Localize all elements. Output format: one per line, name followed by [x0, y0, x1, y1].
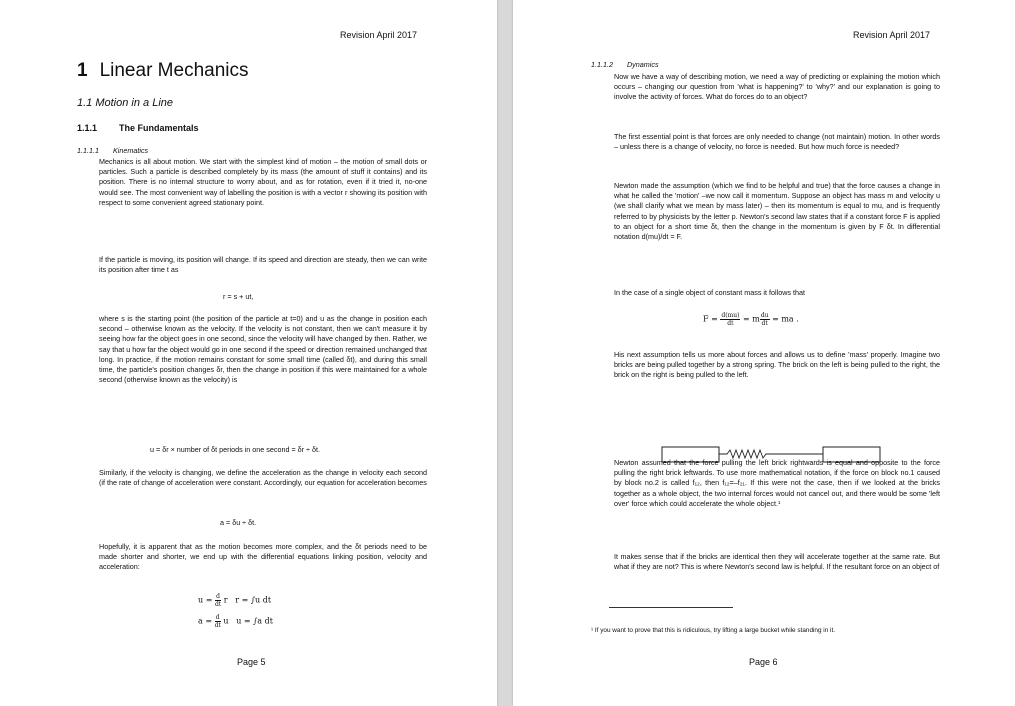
- paragraph: If the particle is moving, its position will change. If its speed and direction are steady, then we can write its position after time t as: [99, 255, 427, 275]
- equation: u = δr × number of δt periods in one second = δr ÷ δt.: [150, 445, 320, 454]
- differential-equation: u = $\frac{d}{dt}$ r r = ∫u dt: [198, 593, 272, 608]
- paragraph: It makes sense that if the bricks are identical then they will accelerate together at the same rate. But what if they are not? This is where Newton's second law is helpful. If the resultant force on an object of: [614, 552, 940, 572]
- page-header: Revision April 2017: [340, 30, 418, 40]
- page-number: Page 5: [237, 657, 266, 667]
- chapter-title: Linear Mechanics: [99, 60, 249, 81]
- paragraph: Newton assumed that the force pulling the left brick rightwards is equal and opposite to the force pulling the right brick leftwards. To use more mathematical notation, if the force on block no.1 caused by block no.2 is called f₁₂, then f₁₂=–f₂₁. If this were not the case, then if we looked at the bricks together as a whole object, the two internal forces would not cancel out, and there would be some 'left over' force which could accelerate the whole object.¹: [614, 458, 940, 508]
- subsubsection-number: 1.1.1.1: [77, 146, 99, 155]
- paragraph: where s is the starting point (the position of the particle at t=0) and u as the change in position each second – otherwise known as the velocity. If the velocity is not constant, then we can't measure it by seeing how far the object goes in one second, since the velocity will have changed by then. Rather, we say that u how far the object would go in one second if the speed or direction remained unchanged that long. In practice, if the motion remains constant for some small time (called δt), and during this small time, the particle's position changes δr, then the change in position if this were maintained for a whole second (otherwise known as the velocity) is: [99, 314, 427, 385]
- differential-equation: a = $\frac{d}{dt}$ u u = ∫a dt: [198, 614, 273, 629]
- left-page: [0, 0, 497, 706]
- subsubsection-title: Kinematics: [112, 146, 149, 155]
- spring: [719, 450, 823, 458]
- footnote: ¹ If you want to prove that this is ridiculous, try lifting a large bucket while standing in it.: [591, 627, 836, 634]
- subsubsection-heading: [77, 146, 148, 155]
- paragraph: In the case of a single object of constant mass it follows that: [614, 288, 805, 297]
- section-heading: 1.1 Motion in a Line: [77, 97, 174, 109]
- chapter-heading: [77, 60, 249, 82]
- subsection-title: The Fundamentals: [119, 123, 199, 133]
- subsubsection-number: 1.1.1.2: [591, 60, 613, 69]
- equation: a = δu ÷ δt.: [220, 518, 257, 527]
- newton-equation: F = $\frac{d(mu)}{dt}$ = m $\frac{du}{dt}$ = ma .: [703, 312, 799, 327]
- subsection-number: 1.1.1: [77, 123, 98, 133]
- footnote-separator: [609, 607, 733, 608]
- equation: r = s + ut,: [223, 292, 254, 301]
- paragraph: Newton made the assumption (which we find to be helpful and true) that the force causes a change in what he called the 'motion' –we now call it momentum. Suppose an object has mass m and velocity u (we shall clarify what we mean by mass later) – then its momentum is equal to mu, and is frequently referred to by physicists by the letter p. Newton's second law states that if a constant force F is applied to an object for a short time δt, then the change in the momentum is given by F δt. In differential notation d(mu)/dt = F.: [614, 181, 940, 242]
- paragraph: Now we have a way of describing motion, we need a way of predicting or explaining the motion which occurs – changing our question from 'what is happening?' to 'why?' and our explanation is going to involve the activity of forces. What do forces do to an object?: [614, 72, 940, 102]
- subsubsection-heading: [591, 60, 659, 69]
- paragraph: Hopefully, it is apparent that as the motion becomes more complex, and the δt periods need to be made shorter and shorter, we end up with the differential equations linking position, velocity and acceleration:: [99, 542, 427, 572]
- paragraph: Similarly, if the velocity is changing, we define the acceleration as the change in velocity each second (if the rate of change of acceleration were constant. Accordingly, our equation for acceleration becomes: [99, 468, 427, 488]
- right-page: [513, 0, 1015, 706]
- paragraph: The first essential point is that forces are only needed to change (not maintain) motion. In other words – unless there is a change of velocity, no force is needed. But how much force is needed?: [614, 132, 940, 152]
- page-number: Page 6: [749, 657, 778, 667]
- paragraph: Mechanics is all about motion. We start with the simplest kind of motion – the motion of small dots or particles. Such a particle is described completely by its mass (the amount of stuff it contains) and its position. There is no internal structure to worry about, and as for rotation, even if it tried it, no-one would see. The most convenient way of labelling the position is with a vector r showing its position with respect to some convenient agreed stationary point.: [99, 157, 427, 207]
- subsection-heading: [77, 123, 199, 133]
- page-header: Revision April 2017: [853, 30, 931, 40]
- paragraph: His next assumption tells us more about forces and allows us to define 'mass' properly. Imagine two bricks are being pulled together by a strong spring. The brick on the left is being pulled to the right, the brick on the right is being pulled to the left.: [614, 350, 940, 380]
- chapter-number: 1: [77, 60, 88, 81]
- subsubsection-title: Dynamics: [626, 60, 659, 69]
